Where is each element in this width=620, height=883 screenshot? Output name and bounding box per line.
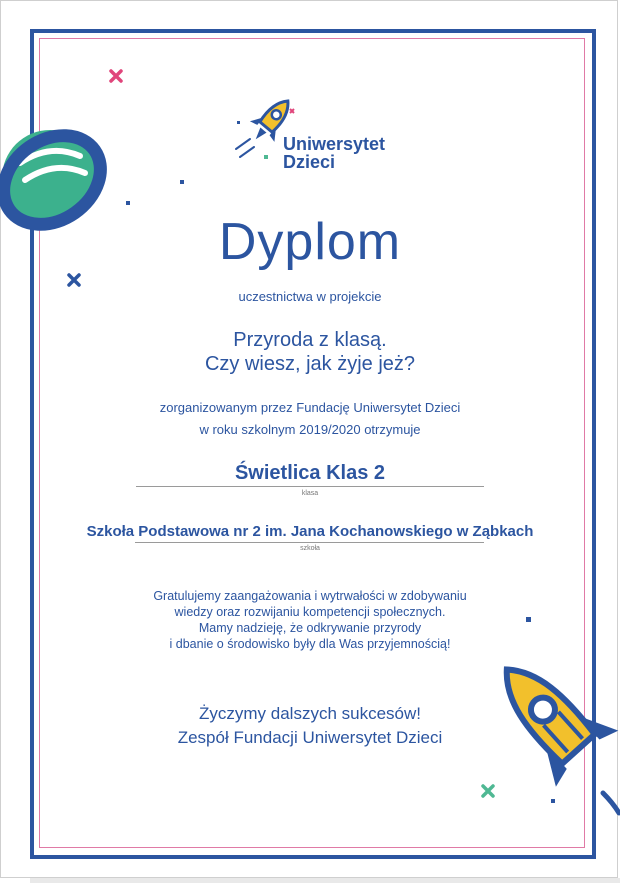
- project-line-2: Czy wiesz, jak żyje jeż?: [204, 353, 416, 375]
- recipient-name: Świetlica Klas 2: [234, 462, 386, 484]
- organizer-line-1: zorganizowanym przez Fundację Uniwersytet Dzieci: [159, 400, 461, 415]
- school-name: Szkoła Podstawowa nr 2 im. Jana Kochanowskiego w Ząbkach: [86, 523, 534, 540]
- wishes-text: [0, 702, 620, 750]
- congratulations-text: [0, 588, 620, 652]
- congrats-line-1: Gratulujemy zaangażowania i wytrwałości w zdobywaniu: [153, 589, 467, 603]
- congrats-line-3: Mamy nadzieję, że odkrywanie przyrody: [198, 621, 422, 635]
- star-cross-icon: [109, 69, 123, 83]
- project-line-1: Przyroda z klasą.: [233, 329, 387, 351]
- recipient-caption: klasa: [301, 490, 319, 497]
- school-underline: [135, 542, 484, 543]
- brand-logo-text: [283, 135, 385, 171]
- congrats-line-4: i dbanie o środowisko były dla Was przyjemnością!: [169, 637, 451, 651]
- organizer-text: [0, 397, 620, 441]
- page-shadow: [30, 878, 620, 883]
- recipient-underline: [136, 486, 484, 487]
- diploma-subtitle: uczestnictwa w projekcie: [238, 289, 382, 304]
- wish-line-2: Zespół Fundacji Uniwersytet Dzieci: [177, 728, 443, 747]
- school-caption: szkoła: [300, 545, 320, 552]
- organizer-line-2: w roku szkolnym 2019/2020 otrzymuje: [199, 422, 421, 437]
- dot-decoration: [126, 201, 130, 205]
- project-name: [0, 328, 620, 376]
- congrats-line-2: wiedzy oraz rozwijaniu kompetencji społecznych.: [174, 605, 446, 619]
- logo-line-2: Dzieci: [283, 152, 336, 172]
- logo-line-1: Uniwersytet: [283, 134, 386, 154]
- dot-decoration: [180, 180, 184, 184]
- diploma-title: Dyplom: [218, 213, 402, 271]
- wish-line-1: Życzymy dalszych sukcesów!: [199, 704, 421, 723]
